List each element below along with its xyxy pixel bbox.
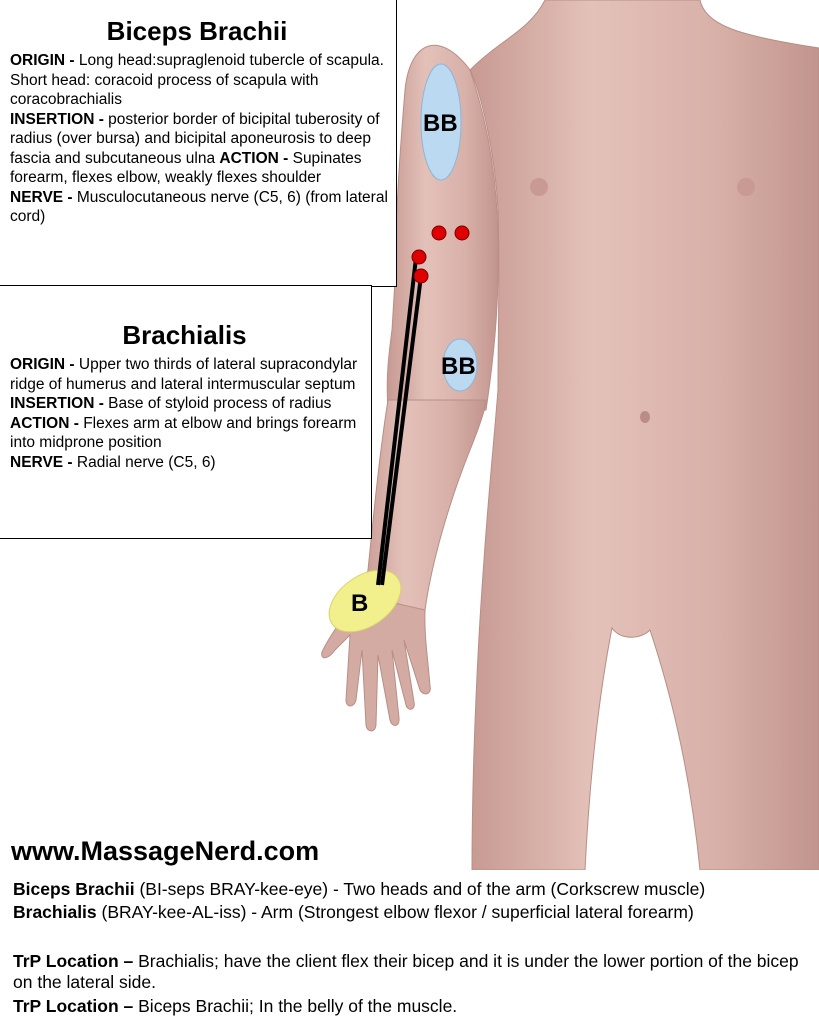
marker-label-bb-upper: BB [423,110,458,137]
biceps-info-text [0,51,396,227]
brachialis-desc: (BRAY-kee-AL-iss) - Arm (Strongest elbow flexor / superficial lateral forearm) [96,902,694,922]
insertion-text: Base of styloid process of radius [103,395,332,412]
website-url: www.MassageNerd.com [11,836,320,866]
brachialis-title: Brachialis [122,320,247,350]
trp-text: Brachialis; have the client flex their bicep and it is under the lower portion of the bicep on the lateral side. [13,951,799,992]
nerve-text: Musculocutaneous nerve (C5, 6) (from lateral cord) [10,188,388,225]
trigger-point [432,226,446,240]
action-label: ACTION - [10,414,79,432]
brachialis-pronunciation [13,902,694,923]
trp-brachialis [13,951,813,993]
action-label: ACTION - [219,149,289,167]
nerve-label: NERVE - [10,453,73,471]
trp-biceps [13,996,813,1017]
trp-text: Biceps Brachii; In the belly of the muscle. [133,996,458,1016]
biceps-info-box [0,0,397,287]
nipple-left [530,178,548,196]
trp-label: TrP Location – [13,996,134,1016]
biceps-name: Biceps Brachii [13,879,135,899]
navel [640,411,650,423]
brachialis-info-box [0,285,372,539]
biceps-desc: (BI-seps BRAY-kee-eye) - Two heads and of the arm (Corkscrew muscle) [134,879,706,899]
origin-label: ORIGIN - [10,356,75,373]
insertion-label: INSERTION - [10,110,104,128]
origin-text: Long head:supraglenoid tubercle of scapula. Short head: coracoid process of scapula with coracobrachialis [10,52,384,108]
marker-label-bb-lower: BB [441,353,476,380]
biceps-title: Biceps Brachii [106,16,288,46]
origin-label: ORIGIN - [10,52,75,69]
insertion-label: INSERTION - [10,395,104,412]
body-torso [470,0,819,870]
nipple-right [737,178,755,196]
trigger-point [414,269,428,283]
nerve-label: NERVE - [10,188,73,206]
insertion-text: posterior border of bicipital tuberosity of radius (over bursa) and bicipital aponeurosis to deep fascia and subcutaneous ulna [10,110,380,167]
action-text: Flexes arm at elbow and brings forearm into midprone position [10,414,357,451]
nerve-text: Radial nerve (C5, 6) [72,453,216,471]
marker-label-b-wrist: B [351,590,369,617]
biceps-pronunciation [13,879,705,900]
origin-text: Upper two thirds of lateral supracondylar ridge of humerus and lateral intermuscular septum [10,356,358,393]
trp-label: TrP Location – [13,951,134,971]
trigger-point [412,250,426,264]
brachialis-name: Brachialis [13,902,97,922]
brachialis-info-text [0,355,371,472]
trigger-point [455,226,469,240]
action-text: Supinates forearm, flexes elbow, weakly flexes shoulder [10,149,362,186]
